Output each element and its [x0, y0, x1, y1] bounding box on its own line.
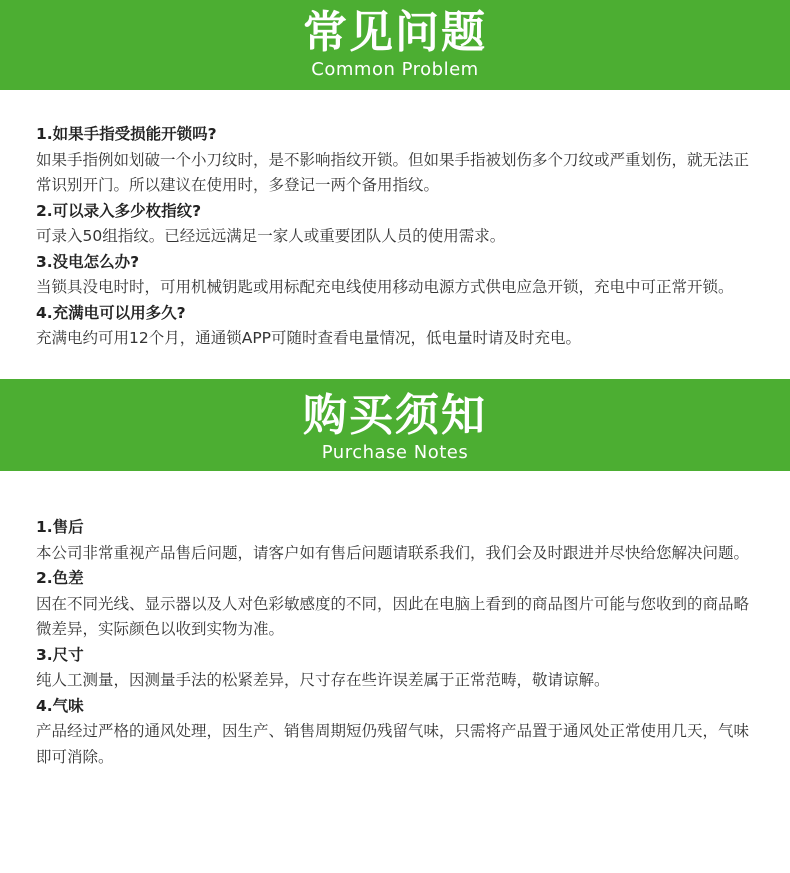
- faq-section: [0, 90, 790, 379]
- faq-question-4: 4.充满电可以用多久?: [36, 303, 186, 322]
- faq-answer-4: 充满电约可用12个月，通通锁APP可随时查看电量情况，低电量时请及时充电。: [36, 329, 582, 347]
- notes-heading-2: 2.色差: [36, 569, 84, 587]
- notes-text-2: 因在不同光线、显示器以及人对色彩敏感度的不同，因此在电脑上看到的商品图片可能与您收到的商品略微差异，实际颜色以收到实物为准。: [36, 594, 750, 638]
- notes-text-1: 本公司非常重视产品售后问题，请客户如有售后问题请联系我们，我们会及时跟进并尽快给您解决问题。: [36, 543, 750, 562]
- faq-banner: [0, 0, 790, 90]
- faq-question-2: 2.可以录入多少枚指纹?: [36, 201, 202, 220]
- faq-title: 常见问题: [303, 7, 487, 58]
- notes-section: [0, 471, 790, 770]
- faq-answer-3: 当锁具没电时时，可用机械钥匙或用标配充电线使用移动电源方式供电应急开锁，充电中可正常开锁。: [36, 278, 734, 296]
- faq-subtitle: Common Problem: [311, 59, 479, 80]
- notes-title: 购买须知: [303, 390, 487, 441]
- faq-question-3: 3.没电怎么办?: [36, 252, 140, 271]
- faq-question-1: 1.如果手指受损能开锁吗?: [36, 125, 217, 143]
- notes-heading-3: 3.尺寸: [36, 645, 84, 664]
- notes-text-4: 产品经过严格的通风处理，因生产、销售周期短仍残留气味，只需将产品置于通风处正常使用几天，气味即可消除。: [36, 722, 750, 766]
- notes-heading-1: 1.售后: [36, 518, 84, 536]
- faq-answer-1: 如果手指例如划破一个小刀纹时，是不影响指纹开锁。但如果手指被划伤多个刀纹或严重划伤，就无法正常识别开门。所以建议在使用时，多登记一两个备用指纹。: [36, 150, 750, 194]
- notes-heading-4: 4.气味: [36, 696, 84, 715]
- notes-text-3: 纯人工测量，因测量手法的松紧差异，尺寸存在些许误差属于正常范畴，敬请谅解。: [36, 671, 610, 689]
- notes-banner: [0, 379, 790, 471]
- notes-subtitle: Purchase Notes: [321, 442, 469, 463]
- faq-answer-2: 可录入50组指纹。已经远远满足一家人或重要团队人员的使用需求。: [36, 227, 506, 245]
